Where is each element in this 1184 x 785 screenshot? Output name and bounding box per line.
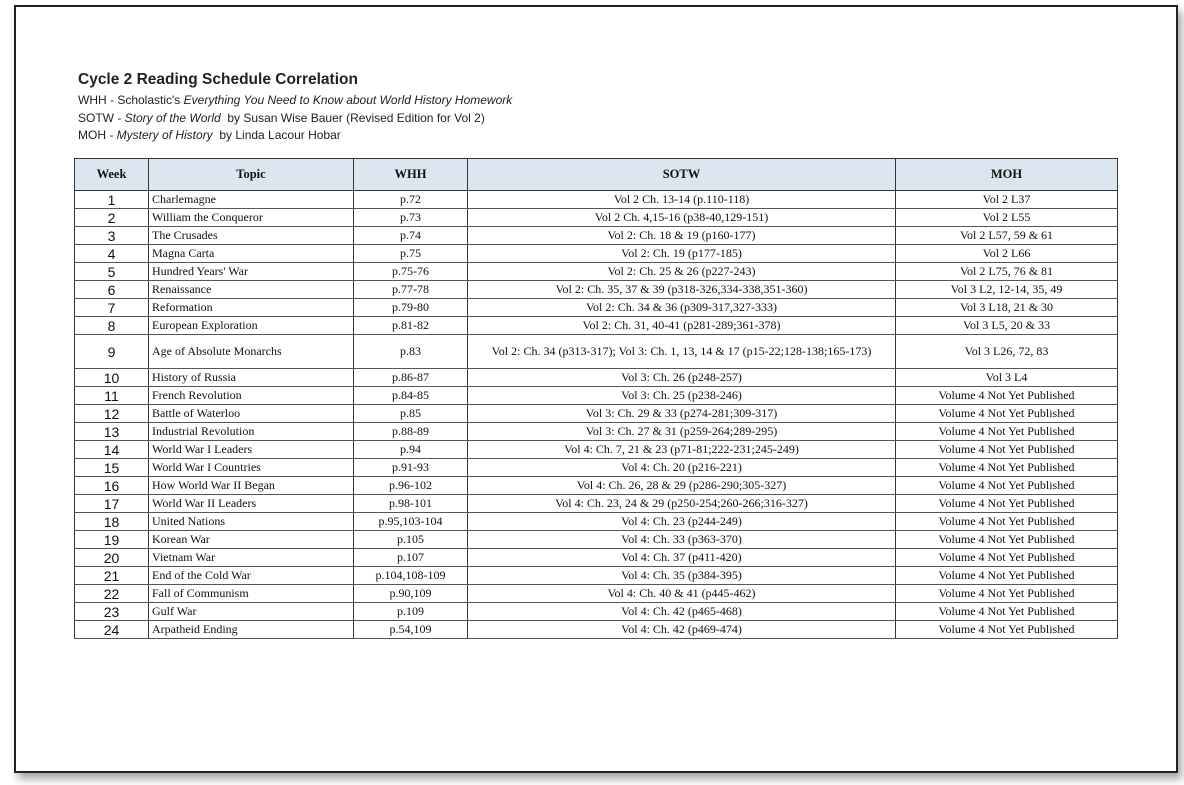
moh-cell: Vol 3 L18, 21 & 30 xyxy=(896,299,1118,317)
whh-cell: p.81-82 xyxy=(354,317,468,335)
topic-cell: Arpatheid Ending xyxy=(149,621,354,639)
topic-cell: Korean War xyxy=(149,531,354,549)
moh-cell: Volume 4 Not Yet Published xyxy=(896,603,1118,621)
week-cell: 12 xyxy=(75,405,149,423)
whh-cell: p.83 xyxy=(354,335,468,369)
sotw-cell: Vol 4: Ch. 37 (p411-420) xyxy=(468,549,896,567)
topic-cell: Battle of Waterloo xyxy=(149,405,354,423)
table-row xyxy=(75,405,1118,423)
week-cell: 15 xyxy=(75,459,149,477)
table-header-row xyxy=(75,159,1118,191)
moh-cell: Vol 2 L55 xyxy=(896,209,1118,227)
table-row xyxy=(75,263,1118,281)
legend-whh: WHH - Scholastic's Everything You Need to Know about World History Homework xyxy=(78,93,513,107)
table-row xyxy=(75,281,1118,299)
topic-cell: End of the Cold War xyxy=(149,567,354,585)
topic-cell: Industrial Revolution xyxy=(149,423,354,441)
sotw-cell: Vol 4: Ch. 20 (p216-221) xyxy=(468,459,896,477)
topic-cell: Vietnam War xyxy=(149,549,354,567)
reading-schedule-table xyxy=(74,158,1118,639)
topic-cell: World War II Leaders xyxy=(149,495,354,513)
topic-cell: How World War II Began xyxy=(149,477,354,495)
table-row xyxy=(75,531,1118,549)
whh-cell: p.98-101 xyxy=(354,495,468,513)
whh-cell: p.85 xyxy=(354,405,468,423)
moh-cell: Volume 4 Not Yet Published xyxy=(896,387,1118,405)
table-row xyxy=(75,549,1118,567)
topic-cell: European Exploration xyxy=(149,317,354,335)
sotw-cell: Vol 4: Ch. 23, 24 & 29 (p250-254;260-266;316-327) xyxy=(468,495,896,513)
header-sotw: SOTW xyxy=(468,159,896,191)
week-cell: 18 xyxy=(75,513,149,531)
moh-cell: Volume 4 Not Yet Published xyxy=(896,549,1118,567)
week-cell: 13 xyxy=(75,423,149,441)
sotw-cell: Vol 2: Ch. 34 & 36 (p309-317,327-333) xyxy=(468,299,896,317)
topic-cell: Charlemagne xyxy=(149,191,354,209)
week-cell: 8 xyxy=(75,317,149,335)
whh-cell: p.107 xyxy=(354,549,468,567)
topic-cell: William the Conqueror xyxy=(149,209,354,227)
sotw-cell: Vol 3: Ch. 25 (p238-246) xyxy=(468,387,896,405)
sotw-cell: Vol 4: Ch. 26, 28 & 29 (p286-290;305-327) xyxy=(468,477,896,495)
week-cell: 1 xyxy=(75,191,149,209)
moh-cell: Vol 3 L2, 12-14, 35, 49 xyxy=(896,281,1118,299)
topic-cell: French Revolution xyxy=(149,387,354,405)
week-cell: 22 xyxy=(75,585,149,603)
moh-cell: Vol 3 L26, 72, 83 xyxy=(896,335,1118,369)
header-whh: WHH xyxy=(354,159,468,191)
header-moh: MOH xyxy=(896,159,1118,191)
moh-cell: Vol 3 L5, 20 & 33 xyxy=(896,317,1118,335)
week-cell: 23 xyxy=(75,603,149,621)
table-row xyxy=(75,477,1118,495)
table-row xyxy=(75,299,1118,317)
moh-cell: Vol 2 L66 xyxy=(896,245,1118,263)
table-row xyxy=(75,227,1118,245)
moh-cell: Vol 2 L75, 76 & 81 xyxy=(896,263,1118,281)
week-cell: 10 xyxy=(75,369,149,387)
moh-cell: Vol 2 L37 xyxy=(896,191,1118,209)
header-week: Week xyxy=(75,159,149,191)
topic-cell: The Crusades xyxy=(149,227,354,245)
whh-cell: p.77-78 xyxy=(354,281,468,299)
table-row xyxy=(75,459,1118,477)
table-row xyxy=(75,603,1118,621)
week-cell: 19 xyxy=(75,531,149,549)
sotw-cell: Vol 4: Ch. 33 (p363-370) xyxy=(468,531,896,549)
topic-cell: History of Russia xyxy=(149,369,354,387)
table-row xyxy=(75,585,1118,603)
week-cell: 6 xyxy=(75,281,149,299)
week-cell: 4 xyxy=(75,245,149,263)
whh-cell: p.96-102 xyxy=(354,477,468,495)
whh-cell: p.95,103-104 xyxy=(354,513,468,531)
week-cell: 17 xyxy=(75,495,149,513)
table-row xyxy=(75,387,1118,405)
whh-cell: p.105 xyxy=(354,531,468,549)
sotw-cell: Vol 2: Ch. 34 (p313-317); Vol 3: Ch. 1, 13, 14 & 17 (p15-22;128-138;165-173) xyxy=(468,335,896,369)
sotw-cell: Vol 2: Ch. 19 (p177-185) xyxy=(468,245,896,263)
whh-cell: p.91-93 xyxy=(354,459,468,477)
document-page xyxy=(14,5,1178,773)
topic-cell: Gulf War xyxy=(149,603,354,621)
whh-cell: p.75-76 xyxy=(354,263,468,281)
whh-cell: p.84-85 xyxy=(354,387,468,405)
topic-cell: World War I Countries xyxy=(149,459,354,477)
week-cell: 7 xyxy=(75,299,149,317)
topic-cell: United Nations xyxy=(149,513,354,531)
sotw-cell: Vol 2: Ch. 18 & 19 (p160-177) xyxy=(468,227,896,245)
sotw-cell: Vol 2 Ch. 4,15-16 (p38-40,129-151) xyxy=(468,209,896,227)
week-cell: 20 xyxy=(75,549,149,567)
whh-cell: p.94 xyxy=(354,441,468,459)
moh-cell: Vol 2 L57, 59 & 61 xyxy=(896,227,1118,245)
week-cell: 24 xyxy=(75,621,149,639)
sotw-cell: Vol 3: Ch. 26 (p248-257) xyxy=(468,369,896,387)
moh-cell: Volume 4 Not Yet Published xyxy=(896,477,1118,495)
sotw-cell: Vol 4: Ch. 40 & 41 (p445-462) xyxy=(468,585,896,603)
whh-cell: p.79-80 xyxy=(354,299,468,317)
whh-cell: p.104,108-109 xyxy=(354,567,468,585)
document-title: Cycle 2 Reading Schedule Correlation xyxy=(78,71,358,88)
table-row xyxy=(75,495,1118,513)
moh-cell: Volume 4 Not Yet Published xyxy=(896,441,1118,459)
header-topic: Topic xyxy=(149,159,354,191)
sotw-cell: Vol 4: Ch. 42 (p469-474) xyxy=(468,621,896,639)
topic-cell: Hundred Years' War xyxy=(149,263,354,281)
legend-sotw: SOTW - Story of the World by Susan Wise Bauer (Revised Edition for Vol 2) xyxy=(78,110,485,125)
moh-cell: Volume 4 Not Yet Published xyxy=(896,621,1118,639)
table-row xyxy=(75,191,1118,209)
table-body xyxy=(75,191,1118,639)
week-cell: 16 xyxy=(75,477,149,495)
table-row xyxy=(75,423,1118,441)
week-cell: 5 xyxy=(75,263,149,281)
week-cell: 3 xyxy=(75,227,149,245)
moh-cell: Volume 4 Not Yet Published xyxy=(896,567,1118,585)
topic-cell: Renaissance xyxy=(149,281,354,299)
topic-cell: Reformation xyxy=(149,299,354,317)
table-row xyxy=(75,245,1118,263)
whh-cell: p.73 xyxy=(354,209,468,227)
sotw-cell: Vol 4: Ch. 35 (p384-395) xyxy=(468,567,896,585)
week-cell: 9 xyxy=(75,335,149,369)
table-row xyxy=(75,441,1118,459)
week-cell: 11 xyxy=(75,387,149,405)
sotw-cell: Vol 4: Ch. 23 (p244-249) xyxy=(468,513,896,531)
moh-cell: Volume 4 Not Yet Published xyxy=(896,423,1118,441)
sotw-cell: Vol 2 Ch. 13-14 (p.110-118) xyxy=(468,191,896,209)
whh-cell: p.109 xyxy=(354,603,468,621)
whh-cell: p.86-87 xyxy=(354,369,468,387)
sotw-cell: Vol 3: Ch. 27 & 31 (p259-264;289-295) xyxy=(468,423,896,441)
week-cell: 21 xyxy=(75,567,149,585)
whh-cell: p.74 xyxy=(354,227,468,245)
whh-cell: p.90,109 xyxy=(354,585,468,603)
topic-cell: World War I Leaders xyxy=(149,441,354,459)
whh-cell: p.72 xyxy=(354,191,468,209)
table-row xyxy=(75,567,1118,585)
topic-cell: Age of Absolute Monarchs xyxy=(149,335,354,369)
topic-cell: Magna Carta xyxy=(149,245,354,263)
whh-cell: p.54,109 xyxy=(354,621,468,639)
table-row xyxy=(75,335,1118,369)
table-row xyxy=(75,621,1118,639)
week-cell: 14 xyxy=(75,441,149,459)
whh-cell: p.88-89 xyxy=(354,423,468,441)
sotw-cell: Vol 2: Ch. 25 & 26 (p227-243) xyxy=(468,263,896,281)
document-header xyxy=(78,71,512,145)
sotw-cell: Vol 2: Ch. 31, 40-41 (p281-289;361-378) xyxy=(468,317,896,335)
moh-cell: Volume 4 Not Yet Published xyxy=(896,513,1118,531)
sotw-cell: Vol 4: Ch. 42 (p465-468) xyxy=(468,603,896,621)
table-row xyxy=(75,369,1118,387)
table-row xyxy=(75,209,1118,227)
sotw-cell: Vol 2: Ch. 35, 37 & 39 (p318-326,334-338,351-360) xyxy=(468,281,896,299)
topic-cell: Fall of Communism xyxy=(149,585,354,603)
moh-cell: Volume 4 Not Yet Published xyxy=(896,585,1118,603)
table-row xyxy=(75,513,1118,531)
sotw-cell: Vol 4: Ch. 7, 21 & 23 (p71-81;222-231;245-249) xyxy=(468,441,896,459)
moh-cell: Volume 4 Not Yet Published xyxy=(896,495,1118,513)
whh-cell: p.75 xyxy=(354,245,468,263)
sotw-cell: Vol 3: Ch. 29 & 33 (p274-281;309-317) xyxy=(468,405,896,423)
legend-moh: MOH - Mystery of History by Linda Lacour Hobar xyxy=(78,128,341,142)
moh-cell: Volume 4 Not Yet Published xyxy=(896,405,1118,423)
week-cell: 2 xyxy=(75,209,149,227)
table-row xyxy=(75,317,1118,335)
moh-cell: Volume 4 Not Yet Published xyxy=(896,459,1118,477)
moh-cell: Volume 4 Not Yet Published xyxy=(896,531,1118,549)
moh-cell: Vol 3 L4 xyxy=(896,369,1118,387)
